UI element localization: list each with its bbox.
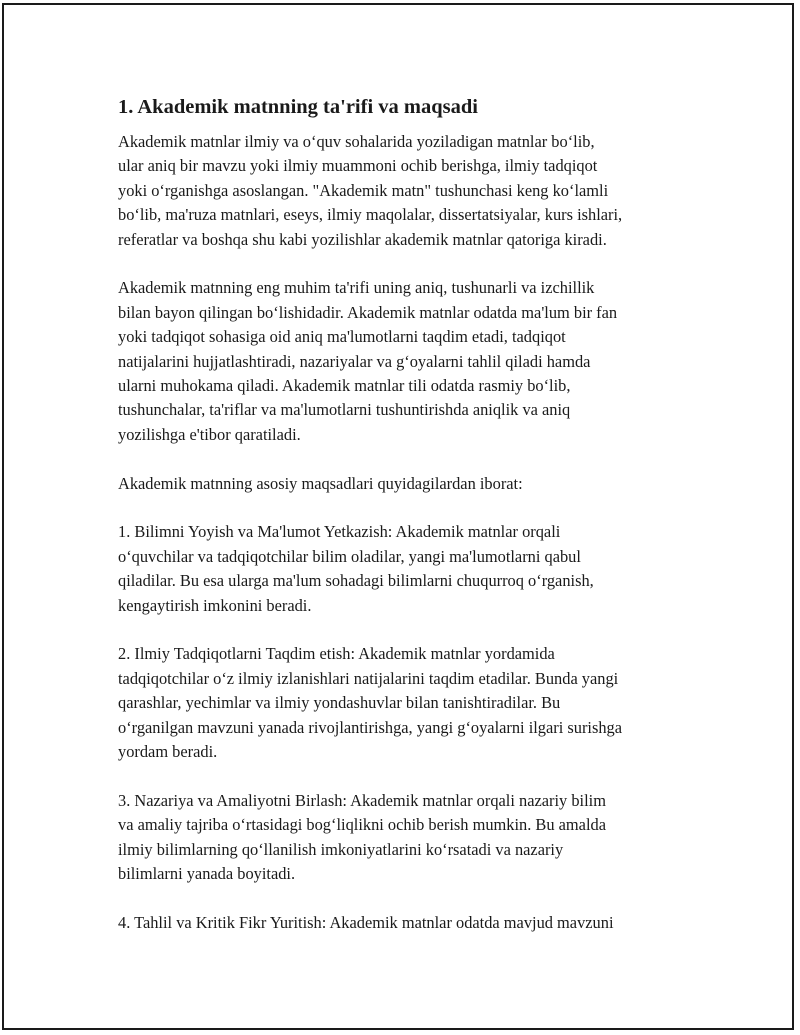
- text-line: Akademik matnning eng muhim ta'rifi uning aniq, tushunarli va izchillik: [118, 278, 595, 298]
- text-line: natijalarini hujjatlashtiradi, nazariyalar va g‘oyalarni tahlil qiladi hamda: [118, 351, 591, 371]
- list-item-paragraph: [118, 789, 688, 887]
- text-line: qiladilar. Bu esa ularga ma'lum sohadagi bilimlarni chuqurroq o‘rganish,: [118, 571, 594, 591]
- text-line: yozilishga e'tibor qaratiladi.: [118, 424, 301, 444]
- text-line: ularni muhokama qiladi. Akademik matnlar tili odatda rasmiy bo‘lib,: [118, 376, 571, 396]
- text-line: bilan bayon qilingan bo‘lishidadir. Akademik matnlar odatda ma'lum bir fan: [118, 302, 618, 322]
- text-line: 3. Nazariya va Amaliyotni Birlash: Akademik matnlar orqali nazariy bilim: [118, 790, 606, 810]
- text-line: yoki o‘rganishga asoslangan. "Akademik matn" tushunchasi keng ko‘lamli: [118, 180, 609, 200]
- list-item-paragraph: [118, 520, 688, 618]
- text-line: yoki tadqiqot sohasiga oid aniq ma'lumotlarni taqdim etadi, tadqiqot: [118, 327, 566, 347]
- text-line: bo‘lib, ma'ruza matnlari, eseys, ilmiy maqolalar, dissertatsiyalar, kurs ishlari,: [118, 205, 623, 225]
- text-line: tadqiqotchilar o‘z ilmiy izlanishlari natijalarini taqdim etadilar. Bunda yangi: [118, 668, 619, 688]
- text-line: 4. Tahlil va Kritik Fikr Yuritish: Akademik matnlar odatda mavjud mavzuni: [118, 912, 614, 932]
- text-line: Akademik matnlar ilmiy va o‘quv sohalarida yoziladigan matnlar bo‘lib,: [118, 132, 595, 151]
- text-line: yordam beradi.: [118, 742, 218, 762]
- section-title: 1. Akademik matnning ta'rifi va maqsadi: [118, 96, 478, 118]
- paragraph: [118, 276, 688, 447]
- text-line: referatlar va boshqa shu kabi yozilishlar akademik matnlar qatoriga kiradi.: [118, 229, 607, 249]
- text-line: Akademik matnning asosiy maqsadlari quyidagilardan iborat:: [118, 473, 523, 493]
- paragraph: [118, 130, 688, 252]
- text-line: tushunchalar, ta'riflar va ma'lumotlarni tushuntirishda aniqlik va aniq: [118, 400, 571, 420]
- document-body: [118, 93, 688, 960]
- text-line: 2. Ilmiy Tadqiqotlarni Taqdim etish: Akademik matnlar yordamida: [118, 644, 555, 664]
- paragraph: [118, 472, 688, 496]
- text-line: ilmiy bilimlarning qo‘llanilish imkoniyatlarini ko‘rsatadi va nazariy: [118, 839, 564, 859]
- list-item-paragraph: [118, 642, 688, 764]
- text-line: qarashlar, yechimlar va ilmiy yondashuvlar bilan tanishtiradilar. Bu: [118, 693, 561, 713]
- text-line: ular aniq bir mavzu yoki ilmiy muammoni ochib berishga, ilmiy tadqiqot: [118, 156, 598, 176]
- text-line: o‘rganilgan mavzuni yanada rivojlantirishga, yangi g‘oyalarni ilgari surishga: [118, 717, 623, 737]
- text-line: o‘quvchilar va tadqiqotchilar bilim oladilar, yangi ma'lumotlarni qabul: [118, 546, 581, 566]
- text-line: kengaytirish imkonini beradi.: [118, 595, 312, 615]
- text-line: va amaliy tajriba o‘rtasidagi bog‘liqlikni ochib berish mumkin. Bu amalda: [118, 815, 606, 835]
- text-line: 1. Bilimni Yoyish va Ma'lumot Yetkazish: Akademik matnlar orqali: [118, 522, 561, 542]
- list-item-paragraph: [118, 911, 688, 935]
- text-line: bilimlarni yanada boyitadi.: [118, 864, 296, 884]
